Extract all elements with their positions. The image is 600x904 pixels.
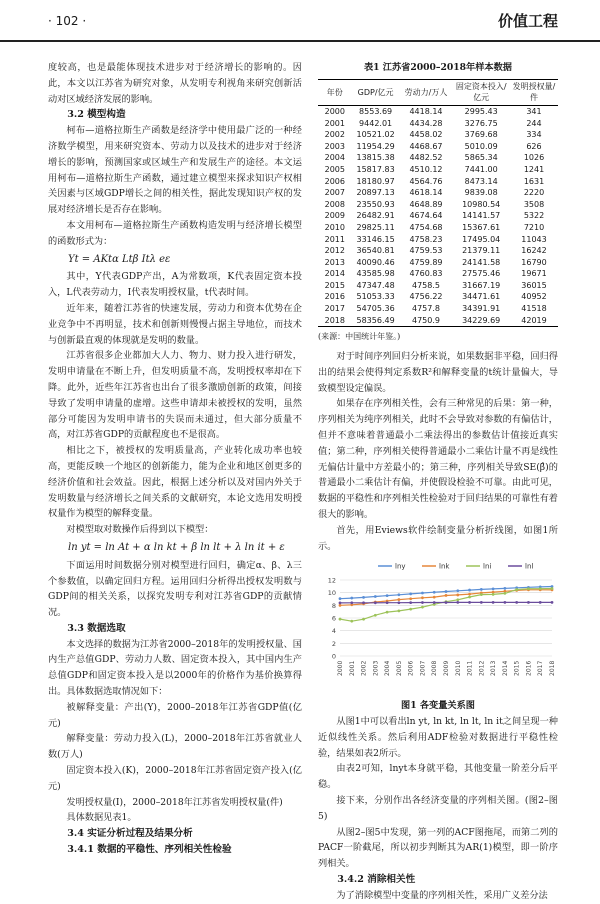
table-row <box>318 164 558 176</box>
table-cell: 27575.46 <box>462 269 501 279</box>
table-cell: 2220 <box>523 188 545 198</box>
data-table <box>318 79 558 327</box>
journal-title: 价值工程 <box>497 12 558 30</box>
data-point-lnk <box>445 594 448 597</box>
data-point-lny <box>503 587 506 590</box>
table-cell: 2012 <box>324 246 345 256</box>
table-source: (来源：中国统计年鉴。) <box>318 332 401 342</box>
table-row <box>318 118 558 130</box>
table-row <box>318 245 558 257</box>
table-cell: 4759.89 <box>409 257 443 267</box>
table-cell: 41518 <box>521 304 547 314</box>
table-cell: 2002 <box>324 130 345 140</box>
table-cell: 36015 <box>521 280 547 290</box>
x-tick-label: 2011 <box>466 661 474 677</box>
data-point-lny <box>456 590 459 593</box>
table-cell: 33146.15 <box>356 234 395 244</box>
table-cell: 4418.14 <box>409 106 443 116</box>
x-tick-label: 2016 <box>525 661 533 677</box>
legend-label: lnk <box>439 562 450 571</box>
section-heading: 3.4 实证分析过程及结果分析 <box>67 828 193 840</box>
data-point-lny <box>468 589 471 592</box>
paragraph: 为了消除模型中变量的序列相关性，采用广义差分法 <box>336 889 548 901</box>
data-point-lni <box>421 606 424 609</box>
paragraph: 其中，Y代表GDP产出，A为常数项，K代表固定资本投入，L代表劳动力，I代表发明授权量，t代表时间。 <box>48 271 302 299</box>
paragraph: 固定资本投入(K)，2000–2018年江苏省固定资产投入(亿元) <box>48 765 302 792</box>
x-tick-label: 2002 <box>360 661 368 677</box>
data-point-lni <box>492 593 495 596</box>
x-tick-label: 2015 <box>513 661 521 677</box>
table-cell: 244 <box>526 118 542 128</box>
data-point-lnl <box>515 601 518 604</box>
data-point-lni <box>527 588 530 591</box>
data-point-lni <box>374 614 377 617</box>
table-cell: 4482.52 <box>409 153 443 163</box>
paragraph: 由表2可知，lnyt本身就平稳，其他变量一阶差分后平稳。 <box>318 763 558 791</box>
data-point-lnl <box>456 601 459 604</box>
data-point-lni <box>397 610 400 613</box>
data-point-lnl <box>339 602 342 605</box>
table-cell: 4754.68 <box>409 222 443 232</box>
table-cell: 4468.67 <box>409 141 443 151</box>
x-tick-label: 2005 <box>395 661 403 677</box>
data-point-lni <box>386 611 389 614</box>
data-point-lnk <box>421 597 424 600</box>
paragraph: 本文用柯布—道格拉斯生产函数构造发明与经济增长模型的函数形式为： <box>48 219 302 247</box>
data-point-lnk <box>468 593 471 596</box>
table-cell: 7441.00 <box>464 164 498 174</box>
table-cell: 2007 <box>324 188 345 198</box>
table-cell: 2013 <box>324 257 345 267</box>
table-row <box>318 152 558 164</box>
table-row <box>318 268 558 280</box>
table-cell: 11043 <box>521 234 547 244</box>
table-cell: 4757.8 <box>411 304 440 314</box>
data-point-lni <box>551 588 554 591</box>
table-cell: 10521.02 <box>356 130 395 140</box>
table-cell: 2003 <box>324 141 345 151</box>
paragraph: 柯布—道格拉斯生产函数是经济学中使用最广泛的一种经济数学模型，用来研究资本、劳动力以及技术的进步对于经济增长的影响，预测国家或区域生产和发展生产的途径。本文运用柯布—道格拉斯生产函数，通过建立模型来探求知识产权相关因素与区域GDP增长之间的相关性，据此发现知识产权的发展对经济增长是否存在影响。 <box>48 125 302 216</box>
y-tick-label: 4 <box>331 627 336 636</box>
table-cell: 3769.68 <box>464 130 498 140</box>
data-point-lny <box>433 591 436 594</box>
data-point-lnl <box>350 602 353 605</box>
formula: ln yt = ln At + α ln kt + β ln lt + λ ln it + ε <box>68 541 285 553</box>
data-point-lni <box>362 618 365 621</box>
table-cell: 2001 <box>324 118 345 128</box>
section-heading: 3.3 数据选取 <box>67 622 126 634</box>
table-cell: 9442.01 <box>359 118 393 128</box>
x-tick-label: 2010 <box>454 661 462 677</box>
table-cell: 2011 <box>324 234 345 244</box>
data-point-lny <box>386 595 389 598</box>
paragraph: 首先，用Eviews软件绘制变量分析折线图，如图1所示。 <box>318 524 558 552</box>
paragraph: 对模型取对数操作后得到以下模型： <box>66 524 214 536</box>
table-cell: 3508 <box>523 199 545 209</box>
table-cell: 40090.46 <box>356 257 395 267</box>
data-point-lnl <box>409 602 412 605</box>
table-cell: 16790 <box>521 257 547 267</box>
y-tick-label: 8 <box>331 602 336 611</box>
table-cell: 4759.53 <box>409 246 443 256</box>
table-cell: 2004 <box>324 153 345 163</box>
data-point-lni <box>515 589 518 592</box>
table-cell: 8473.14 <box>464 176 498 186</box>
table-cell: 334 <box>526 130 542 140</box>
data-point-lnk <box>456 594 459 597</box>
table-cell: 8553.69 <box>359 106 393 116</box>
data-point-lni <box>339 618 342 621</box>
paragraph: 从图2–图5中发现，第一列的ACF图拖尾，而第二列的PACF一阶截尾，所以初步判断其为AR(1)模型，即一阶序列相关。 <box>318 826 558 870</box>
table-cell: 31667.19 <box>462 280 501 290</box>
table-row <box>318 315 558 327</box>
y-tick-label: 6 <box>331 614 336 623</box>
table-cell: 5865.34 <box>464 153 498 163</box>
x-tick-label: 2009 <box>443 661 450 677</box>
table-cell: 2017 <box>324 304 345 314</box>
table-cell: 21379.11 <box>462 246 501 256</box>
table-cell: 15817.83 <box>356 164 395 174</box>
table-cell: 3276.75 <box>464 118 498 128</box>
data-point-lnl <box>397 602 400 605</box>
table-cell: 2016 <box>324 292 345 302</box>
data-point-lny <box>397 594 400 597</box>
table-cell: 34391.91 <box>462 304 501 314</box>
table-cell: 4760.83 <box>409 269 443 279</box>
table-cell: 1026 <box>523 153 545 163</box>
table-cell: 4674.64 <box>409 211 443 221</box>
data-point-lni <box>409 608 412 611</box>
data-point-lny <box>362 596 365 599</box>
table-cell: 7210 <box>523 222 545 232</box>
data-point-lnl <box>421 602 424 605</box>
table-row <box>318 291 558 303</box>
table-cell: 26482.91 <box>356 211 395 221</box>
table-cell: 18180.97 <box>356 176 395 186</box>
table-row <box>318 176 558 188</box>
data-point-lnk <box>433 596 436 599</box>
paragraph: 接下来，分别作出各经济变量的序列相关图。(图2–图5) <box>318 795 558 822</box>
x-tick-label: 2004 <box>384 661 392 677</box>
column-header: GDP/亿元 <box>352 79 400 105</box>
data-point-lny <box>339 598 342 601</box>
table-cell: 36540.81 <box>356 246 395 256</box>
y-tick-label: 10 <box>327 589 336 598</box>
right-column <box>318 60 558 904</box>
table-cell: 24141.58 <box>462 257 501 267</box>
table-cell: 34229.69 <box>452 315 510 327</box>
paragraph: 度较高，也是最能体现技术进步对于经济增长的影响的。因此，本文以江苏省为研究对象，从发明专利视角来研究创新活动对区域经济发展的影响。 <box>48 62 302 105</box>
table-cell: 9839.08 <box>464 188 498 198</box>
data-point-lni <box>468 596 471 599</box>
x-tick-label: 2007 <box>419 661 427 677</box>
table-cell: 13815.38 <box>356 153 395 163</box>
table-cell: 2009 <box>324 211 345 221</box>
table-cell: 1631 <box>523 176 545 186</box>
table-cell: 51053.33 <box>356 292 395 302</box>
x-tick-label: 2018 <box>549 661 556 677</box>
data-point-lnl <box>433 602 436 605</box>
table-cell: 2995.43 <box>464 106 498 116</box>
data-point-lni <box>456 599 459 602</box>
data-point-lnl <box>480 601 483 604</box>
table-row <box>318 303 558 315</box>
table-cell: 2008 <box>324 199 345 209</box>
page-number: · 102 · <box>48 14 87 28</box>
paragraph: 对于时间序列回归分析来说，如果数据非平稳，回归得出的结果会使得判定系数R²和解释变量的t统计量偏大，导致模型设定偏误。 <box>318 351 558 394</box>
table-row <box>318 280 558 292</box>
y-tick-label: 2 <box>331 640 336 649</box>
paragraph: 近年来，随着江苏省的快速发展，劳动力和资本优势在企业竞争中不再明显，技术和创新则慢慢占据主导地位，而技术与创新最直观的体现就是发明的数量。 <box>48 302 302 346</box>
x-tick-label: 2008 <box>431 661 439 677</box>
x-tick-label: 2013 <box>490 661 498 677</box>
table-row <box>318 199 558 211</box>
table-row <box>318 210 558 222</box>
paragraph: 具体数据见表1。 <box>66 812 137 824</box>
data-point-lnl <box>503 601 506 604</box>
column-header: 年份 <box>318 79 352 105</box>
data-point-lnk <box>409 598 412 601</box>
table-cell: 4750.9 <box>400 315 453 327</box>
legend-label: lny <box>395 562 406 571</box>
paragraph: 相比之下，被授权的发明质量高，产业转化成功率也较高，更能反映一个地区的创新能力，能为企业和地区创更多的经济价值和社会效益。因此，根据上述分析以及对国内外关于发明数量与经济增长之间关系的文献研究，本论文选用发明授权量作为模型的解释变量。 <box>48 445 302 520</box>
data-point-lnl <box>374 602 377 605</box>
section-heading: 3.4.1 数据的平稳性、序列相关性检验 <box>67 844 232 856</box>
table-cell: 29825.11 <box>356 222 395 232</box>
table-cell: 4758.5 <box>411 280 440 290</box>
table-cell: 2005 <box>324 164 345 174</box>
table-cell: 4510.12 <box>409 164 443 174</box>
formula: Yt = AKtα Ltβ Itλ eε <box>68 253 171 265</box>
section-heading: 3.4.2 消除相关性 <box>337 873 416 885</box>
paragraph: 本文选择的数据为江苏省2000–2018年的发明授权量、国内生产总值GDP、劳动力人数、固定资本投入，其中国内生产总值GDP和固定资本投入是以2000年的价格作为基价换算得出。具体数据选取情况如下： <box>48 638 302 698</box>
data-point-lnk <box>339 604 342 607</box>
column-header: 劳动力/万人 <box>400 79 453 105</box>
table-cell: 2010 <box>324 222 345 232</box>
table-cell: 47347.48 <box>356 280 395 290</box>
table-cell: 2014 <box>324 269 345 279</box>
legend-label: lni <box>483 562 492 571</box>
data-point-lny <box>409 593 412 596</box>
data-point-lnl <box>386 602 389 605</box>
x-tick-label: 2012 <box>478 661 486 677</box>
table-row <box>318 129 558 141</box>
data-point-lny <box>374 596 377 599</box>
table-row <box>318 141 558 153</box>
data-point-lny <box>492 588 495 591</box>
table-row <box>318 257 558 269</box>
paragraph: 解释变量：劳动力投入(L)，2000–2018年江苏省就业人数(万人) <box>48 733 302 761</box>
table-cell: 15367.61 <box>462 222 501 232</box>
table-cell: 5322 <box>523 211 545 221</box>
section-heading: 3.2 模型构造 <box>67 109 126 121</box>
table-cell: 17495.04 <box>462 234 501 244</box>
table-cell: 4564.76 <box>409 176 443 186</box>
table-cell: 4758.23 <box>409 234 443 244</box>
x-tick-label: 2014 <box>501 661 509 677</box>
paragraph: 如果存在序列相关性，会有三种常见的后果：第一种，序列相关为纯序列相关，此时不会导致对参数的有偏估计，但并不意味着普通最小二乘法得出的参数估计值接近真实值；第二种，序列相关使得普通最小二乘估计量不再是线性无偏估计量中方差最小的；第三种，序列相关导致SE(β̂)的普通最小二乘估计有偏，并使假设检验不可靠。由此可见，数据的平稳性和序列相关性检验对于回归结果的可靠性有着很大的影响。 <box>318 398 558 521</box>
y-tick-label: 0 <box>331 652 336 661</box>
table-row <box>318 222 558 234</box>
x-tick-label: 2003 <box>372 661 380 677</box>
data-point-lny <box>421 592 424 595</box>
table-cell: 341 <box>526 106 542 116</box>
column-header: 固定资本投入/亿元 <box>452 79 510 105</box>
table-cell: 16242 <box>521 246 547 256</box>
paragraph: 从图1中可以看出ln yt, ln kt, ln lt, ln it之间呈现一种近似线性关系。然后利用ADF检验对数据进行平稳性检验，结果如表2所示。 <box>318 716 558 759</box>
paragraph: 下面运用时间数据分别对模型进行回归，确定α、β、λ三个参数值，以确定回归方程。运用回归分析得出授权发明数与GDP间的相关关系，以探究发明专利对江苏省GDP的贡献情况。 <box>48 559 302 619</box>
table-cell: 54705.36 <box>356 304 395 314</box>
data-point-lny <box>350 597 353 600</box>
left-column <box>48 60 302 858</box>
table-caption: 表1 江苏省2000–2018年样本数据 <box>363 62 512 73</box>
table-cell: 40952 <box>521 292 547 302</box>
paragraph: 江苏省很多企业都加大人力、物力、财力投入进行研发，发明申请量在不断上升，但发明质量不高，发明授权率却在下降。此外，近些年江苏省也出台了很多激励创新的政策，间接导致了发明申请量的虚增。这些申请却未被授权的发明，虽然部分可能因为发明申请书的失误而未通过，但大部分质量不高，对江苏省GDP的贡献程度也不是很高。 <box>48 350 302 441</box>
table-cell: 2018 <box>318 315 352 327</box>
table-cell: 34471.61 <box>462 292 501 302</box>
table-cell: 2000 <box>324 106 345 116</box>
table-cell: 20897.13 <box>356 188 395 198</box>
data-point-lny <box>445 591 448 594</box>
data-point-lnl <box>527 601 530 604</box>
data-point-lnl <box>468 601 471 604</box>
table-cell: 2015 <box>324 280 345 290</box>
table-cell: 5010.09 <box>464 141 498 151</box>
table-row <box>318 234 558 246</box>
table-cell: 4648.89 <box>409 199 443 209</box>
data-point-lni <box>350 620 353 623</box>
paragraph: 发明授权量(I)，2000–2018年江苏省发明授权量(件) <box>66 796 283 808</box>
table-row <box>318 187 558 199</box>
data-point-lny <box>480 588 483 591</box>
data-point-lnk <box>397 599 400 602</box>
table-cell: 23550.93 <box>356 199 395 209</box>
table-cell: 14141.57 <box>462 211 501 221</box>
data-point-lni <box>503 592 506 595</box>
table-cell: 4618.14 <box>409 188 443 198</box>
data-point-lnl <box>492 601 495 604</box>
table-row <box>318 105 558 117</box>
data-point-lnl <box>362 602 365 605</box>
y-tick-label: 12 <box>327 576 336 585</box>
table-cell: 43585.98 <box>356 269 395 279</box>
data-point-lnl <box>551 601 554 604</box>
x-tick-label: 2006 <box>407 661 415 677</box>
table-header-row <box>318 79 558 105</box>
table-cell: 2006 <box>324 176 345 186</box>
table-cell: 4458.02 <box>409 130 443 140</box>
data-point-lni <box>539 588 542 591</box>
paragraph: 被解释变量：产出(Y)，2000–2018年江苏省GDP值(亿元) <box>48 701 302 729</box>
x-tick-label: 2000 <box>337 661 344 677</box>
column-header: 发明授权量/件 <box>510 79 558 105</box>
table-cell: 11954.29 <box>356 141 395 151</box>
page-header <box>0 0 600 42</box>
data-point-lnl <box>445 602 448 605</box>
table-cell: 4756.22 <box>409 292 443 302</box>
figure-caption: 图1 各变量关系图 <box>401 700 475 712</box>
legend-label: lnl <box>525 562 534 571</box>
table-cell: 10980.54 <box>462 199 501 209</box>
table-cell: 19671 <box>521 269 547 279</box>
data-point-lnl <box>539 601 542 604</box>
table-cell: 42019 <box>510 315 558 327</box>
x-tick-label: 2017 <box>537 661 545 677</box>
series-line-lni <box>340 589 552 622</box>
figure-1 <box>318 558 558 696</box>
table-cell: 1241 <box>523 164 545 174</box>
table-cell: 4434.28 <box>409 118 443 128</box>
line-chart <box>318 558 558 690</box>
data-point-lni <box>480 594 483 597</box>
table-cell: 58356.49 <box>352 315 400 327</box>
table-cell: 626 <box>526 141 542 151</box>
x-tick-label: 2001 <box>348 661 356 677</box>
